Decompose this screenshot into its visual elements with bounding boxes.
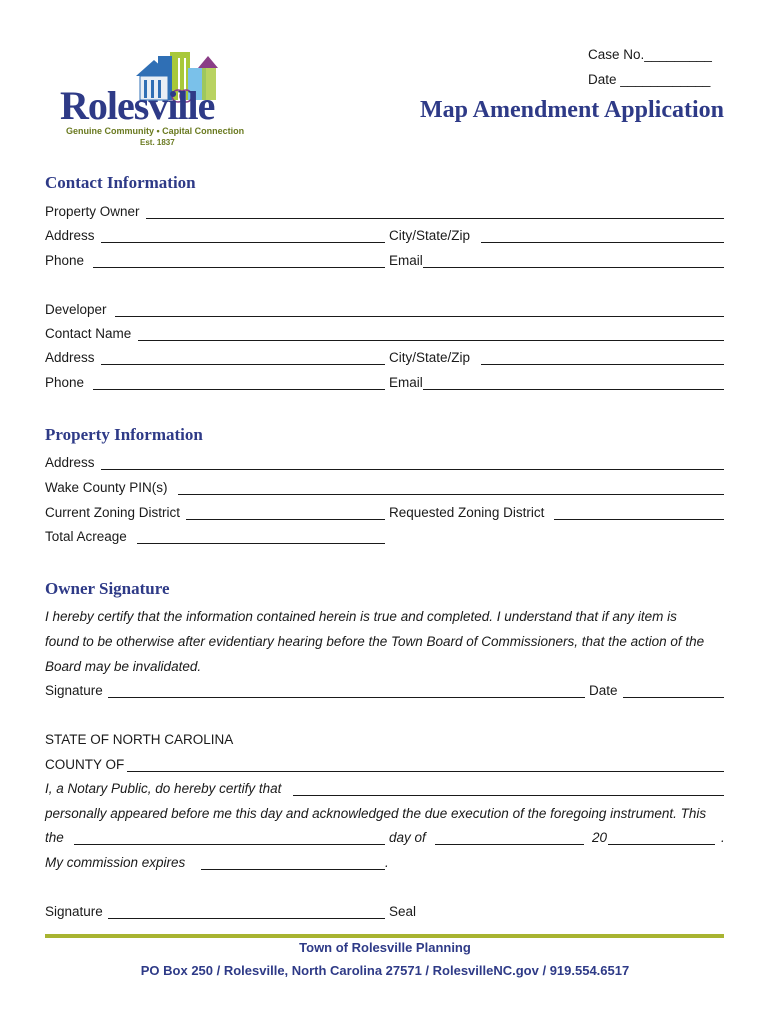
pin-field[interactable] xyxy=(178,494,724,495)
owner-phone-label: Phone xyxy=(45,253,85,268)
logo-tagline: Genuine Community • Capital Connection xyxy=(66,126,245,136)
owner-address-field[interactable] xyxy=(101,242,385,243)
contact-section-heading: Contact Information xyxy=(45,173,196,192)
owner-city-state-zip-label: City/State/Zip xyxy=(389,228,471,243)
page-title: Map Amendment Application xyxy=(419,97,724,123)
developer-phone-label: Phone xyxy=(45,375,85,390)
commission-expires-field[interactable] xyxy=(201,869,385,870)
pin-label: Wake County PIN(s) xyxy=(45,480,168,495)
developer-city-state-zip-field[interactable] xyxy=(481,364,724,365)
year-prefix: 20 xyxy=(592,830,608,845)
footer-line-1: Town of Rolesville Planning xyxy=(299,940,471,955)
owner-phone-field[interactable] xyxy=(93,267,385,268)
certification-line-1: I hereby certify that the information contained herein is true and completed. I understand that if any item is xyxy=(45,609,677,624)
logo-established: Est. 1837 xyxy=(140,138,175,147)
developer-email-label: Email xyxy=(389,375,423,390)
signature-section-heading: Owner Signature xyxy=(45,579,170,598)
certification-line-2: found to be otherwise after evidentiary hearing before the Town Board of Commissioners, that the action of the xyxy=(45,634,705,649)
property-owner-field[interactable] xyxy=(146,218,724,219)
notary-name-field[interactable] xyxy=(293,795,724,796)
seal-label: Seal xyxy=(389,904,417,919)
notary-line-1: I, a Notary Public, do hereby certify that xyxy=(45,781,282,796)
owner-signature-field[interactable] xyxy=(108,697,585,698)
requested-zoning-label: Requested Zoning District xyxy=(389,505,545,520)
owner-signature-label: Signature xyxy=(45,683,103,698)
developer-email-field[interactable] xyxy=(423,389,724,390)
owner-city-state-zip-field[interactable] xyxy=(481,242,724,243)
property-address-field[interactable] xyxy=(101,469,724,470)
contact-name-field[interactable] xyxy=(138,340,724,341)
developer-address-field[interactable] xyxy=(101,364,385,365)
day-of-field[interactable] xyxy=(435,844,584,845)
year-period: . xyxy=(721,830,725,845)
current-zoning-label: Current Zoning District xyxy=(45,505,181,520)
acreage-label: Total Acreage xyxy=(45,529,127,544)
day-of-label: day of xyxy=(389,830,426,845)
logo xyxy=(58,46,273,150)
notary-signature-field[interactable] xyxy=(108,918,385,919)
commission-period: . xyxy=(385,855,389,870)
developer-city-state-zip-label: City/State/Zip xyxy=(389,350,471,365)
requested-zoning-field[interactable] xyxy=(554,519,724,520)
property-address-label: Address xyxy=(45,455,95,470)
owner-address-label: Address xyxy=(45,228,95,243)
logo-name: Rolesville xyxy=(60,83,215,128)
county-field[interactable] xyxy=(127,771,724,772)
owner-signature-date-label: Date xyxy=(589,683,618,698)
certification-line-3: Board may be invalidated. xyxy=(45,659,202,674)
commission-expires-label: My commission expires xyxy=(45,855,186,870)
year-field[interactable] xyxy=(608,844,715,845)
footer-line-2: PO Box 250 / Rolesville, North Carolina 27571 / RolesvilleNC.gov / 919.554.6517 xyxy=(140,963,630,978)
the-label: the xyxy=(45,830,64,845)
the-field[interactable] xyxy=(74,844,385,845)
date-field[interactable]: Date ____________ xyxy=(588,72,711,87)
owner-email-field[interactable] xyxy=(423,267,724,268)
owner-signature-date-field[interactable] xyxy=(623,697,724,698)
developer-field[interactable] xyxy=(115,316,724,317)
state-label: STATE OF NORTH CAROLINA xyxy=(45,732,234,747)
acreage-field[interactable] xyxy=(137,543,385,544)
notary-signature-label: Signature xyxy=(45,904,103,919)
property-section-heading: Property Information xyxy=(45,425,203,444)
developer-label: Developer xyxy=(45,302,107,317)
developer-phone-field[interactable] xyxy=(93,389,385,390)
current-zoning-field[interactable] xyxy=(186,519,385,520)
case-number-field[interactable]: Case No._________ xyxy=(588,47,712,62)
property-owner-label: Property Owner xyxy=(45,204,140,219)
footer-rule xyxy=(45,934,724,938)
notary-line-2: personally appeared before me this day and acknowledged the due execution of the foregoing instrument. This xyxy=(45,806,707,821)
developer-address-label: Address xyxy=(45,350,95,365)
contact-name-label: Contact Name xyxy=(45,326,132,341)
owner-email-label: Email xyxy=(389,253,423,268)
county-label: COUNTY OF xyxy=(45,757,125,772)
